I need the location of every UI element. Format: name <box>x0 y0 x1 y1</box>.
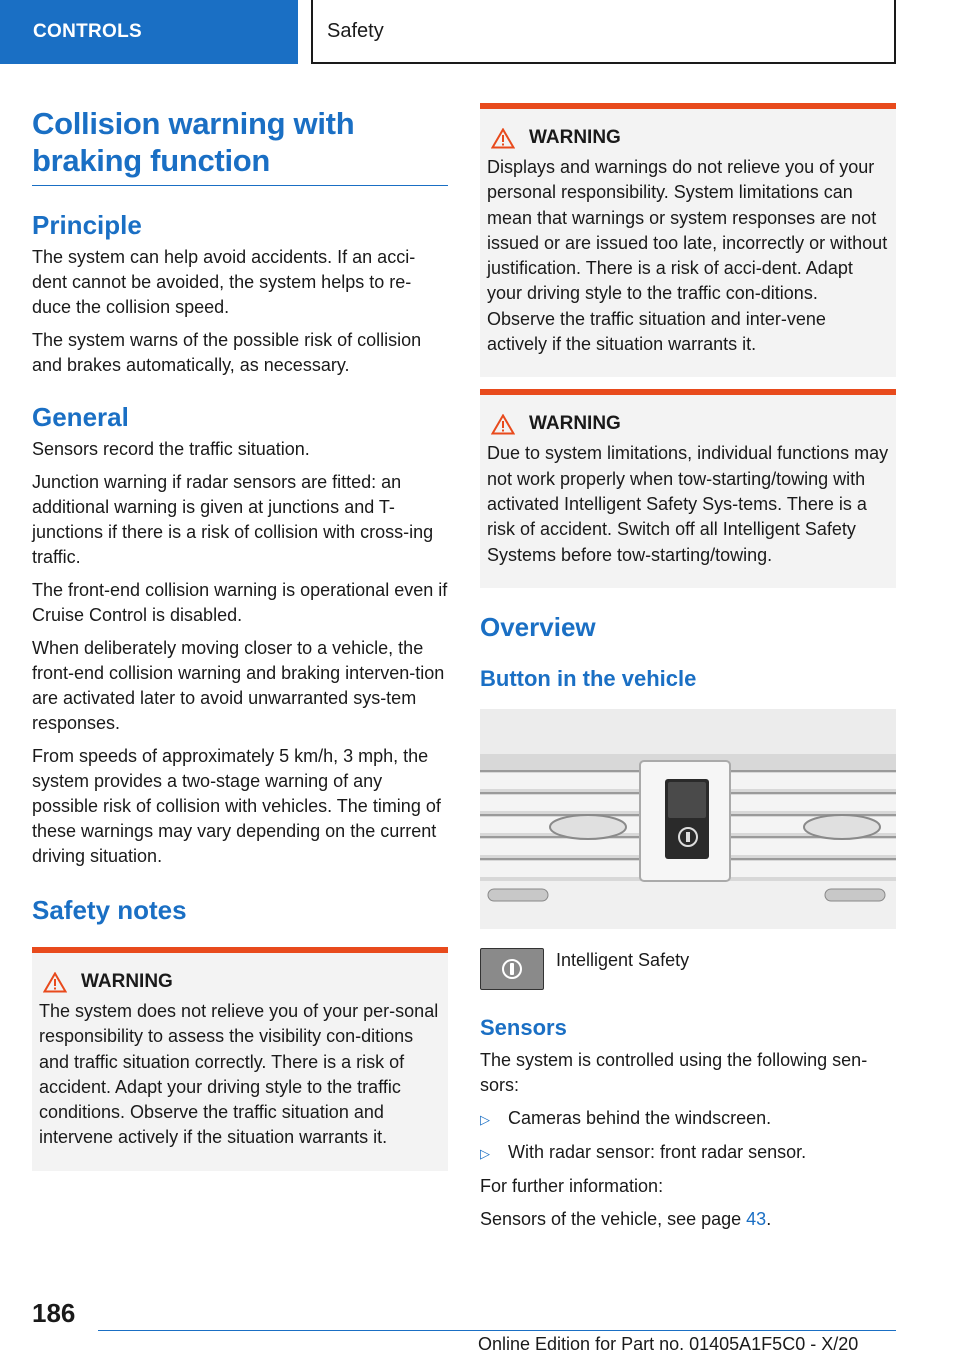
intelligent-safety-button-icon <box>480 948 544 990</box>
principle-paragraph-1: The system can help avoid accidents. If an acci‐dent cannot be avoided, the system helps to re‐duce the collision speed. <box>32 247 416 317</box>
principle-paragraph-2: The system warns of the possible risk of collision and brakes automatically, as necessary. <box>32 330 422 375</box>
section-title: Safety <box>311 0 896 64</box>
page-reference: Sensors of the vehicle, see page 43. <box>480 1208 772 1229</box>
bullet-triangle-icon: ▷ <box>480 1145 490 1161</box>
heading-sensors: Sensors <box>480 1014 567 1040</box>
general-paragraph-3: The front-end collision warning is operational even if Cruise Control is disabled. <box>32 580 448 625</box>
warning-text: Due to system limitations, individual functions may not work properly when tow-starting/towing with activated Intelligent Safety Sys‐tems. There is a risk of accident. Switch off all Intelligent Safety Systems before tow-starting/towing. <box>487 443 889 565</box>
warning-box-safety <box>32 947 448 1171</box>
air-vent-illustration <box>480 709 896 929</box>
heading-principle: Principle <box>32 210 142 240</box>
list-item: ▷ With radar sensor: front radar sensor. <box>480 1140 896 1166</box>
chapter-tab: CONTROLS <box>0 0 298 64</box>
edition-note: Online Edition for Part no. 01405A1F5C0 - X/20 <box>478 1334 859 1354</box>
warning-title: WARNING <box>39 971 441 993</box>
heading-overview: Overview <box>480 611 596 642</box>
heading-general: General <box>32 402 129 432</box>
warning-title: WARNING <box>487 413 889 435</box>
general-paragraph-1: Sensors record the traffic situation. <box>32 439 310 459</box>
page-link[interactable]: 43 <box>746 1208 767 1229</box>
page-title: Collision warning with braking function <box>32 100 448 186</box>
warning-box-towing <box>480 389 896 587</box>
further-info: For further information: <box>480 1175 664 1196</box>
button-legend <box>480 948 896 990</box>
warning-text: Displays and warnings do not relieve you of your personal responsibility. System limitations can mean that warnings or system responses are not issued or are issued too late, incorrectly or without justification. There is a risk of acci‐dent. Adapt your driving style to the traffic con‐ditions. Observe the traffic situation and inter‐vene actively if the situation warrants it. <box>487 157 888 355</box>
warning-text: The system does not relieve you of your per‐sonal responsibility to assess the visibility con‐ditions and traffic situation correctly. There is a risk of accident. Adapt your driving style to the traffic conditions. Observe the traffic situation and intervene actively if the situation warrants it. <box>39 1001 439 1148</box>
heading-safety-notes: Safety notes <box>32 895 187 925</box>
warning-title: WARNING <box>487 127 889 149</box>
left-column <box>32 100 448 1171</box>
general-paragraph-5: From speeds of approximately 5 km/h, 3 mph, the system provides a two-stage warning of any possible risk of collision with vehicles. The timing of these warnings may vary depending on the current driving situation. <box>32 746 441 866</box>
bullet-triangle-icon: ▷ <box>480 1111 490 1127</box>
sensors-intro: The system is controlled using the following sen‐sors: <box>480 1049 868 1095</box>
general-paragraph-2: Junction warning if radar sensors are fitted: an additional warning is given at junctions and T-junctions if there is a risk of collision with cross‐ing traffic. <box>32 472 434 567</box>
list-item: ▷ Cameras behind the windscreen. <box>480 1106 896 1132</box>
right-column <box>480 103 896 1232</box>
warning-triangle-icon <box>491 414 515 435</box>
button-caption: Intelligent Safety <box>556 949 690 970</box>
warning-triangle-icon <box>43 972 67 993</box>
heading-button-in-vehicle: Button in the vehicle <box>480 665 697 691</box>
warning-box-displays <box>480 103 896 377</box>
vehicle-button-photo <box>480 709 896 929</box>
general-paragraph-4: When deliberately moving closer to a vehicle, the front-end collision warning and braking interven‐tion are activated later to avoid unwarranted sys‐tem responses. <box>32 638 445 733</box>
footer-divider <box>98 1330 896 1331</box>
page-number: 186 <box>32 1298 76 1328</box>
warning-triangle-icon <box>491 128 515 149</box>
